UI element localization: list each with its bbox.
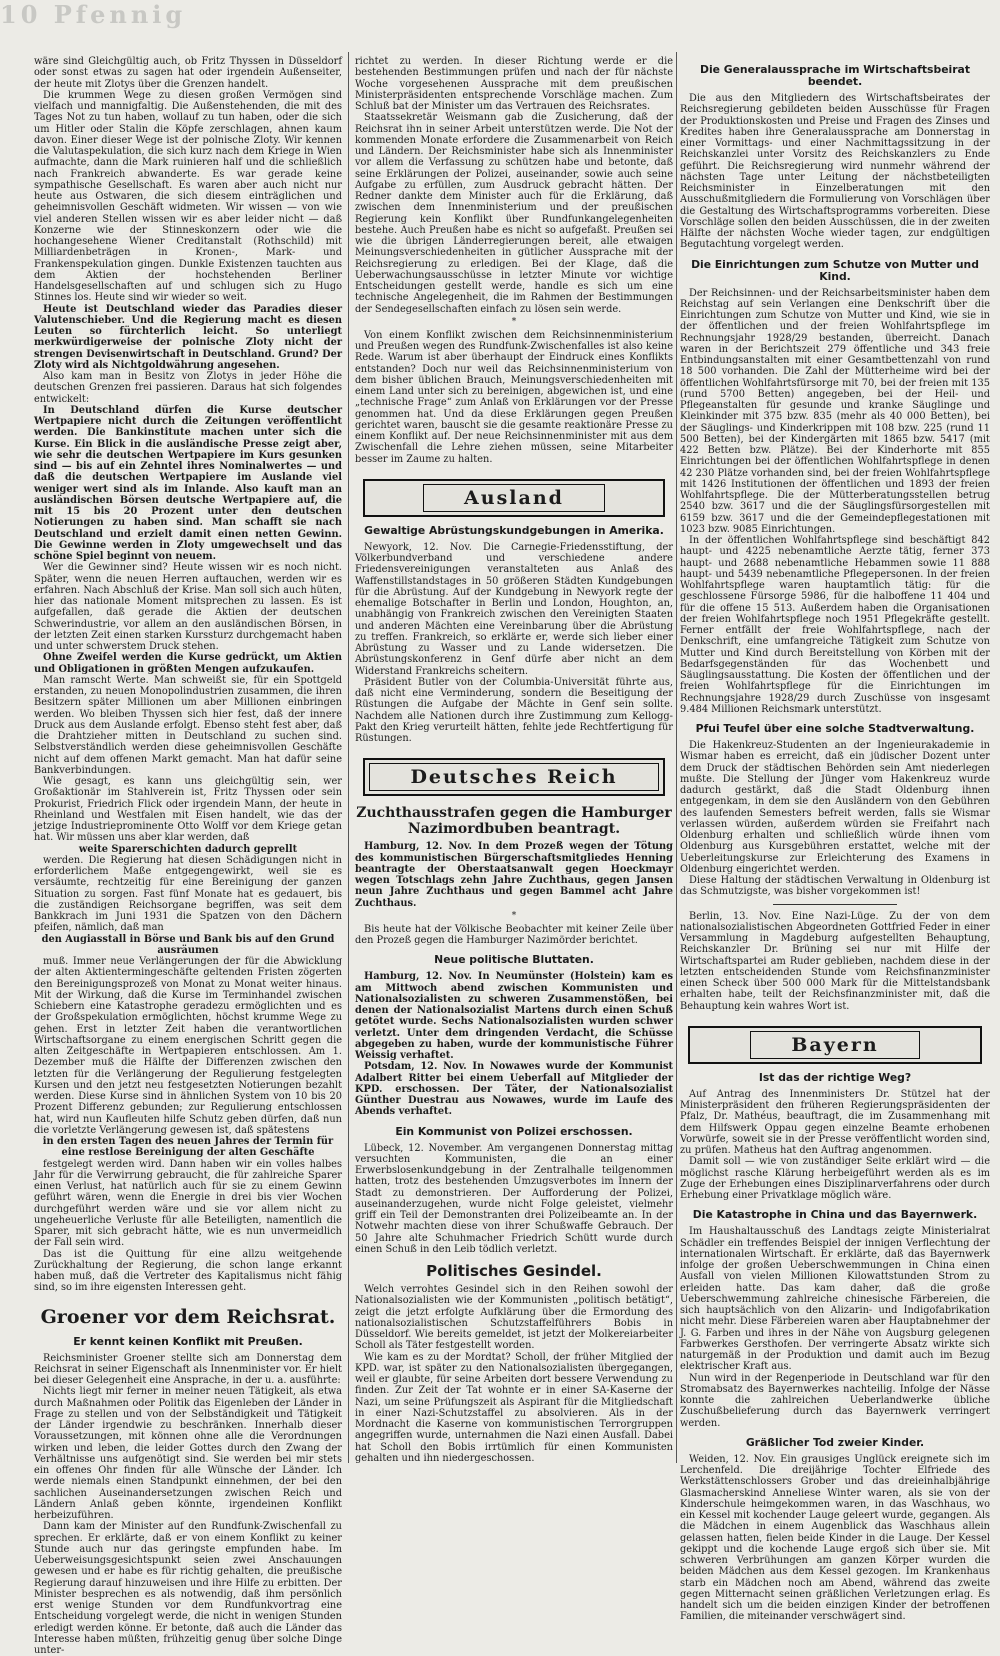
- article-paragraph: Der Reichsinnen- und der Reichsarbeitsminister haben dem Reichstag auf sein Verlangen eine Denkschrift über die Einrichtungen zum Schutze von Mutter und Kind, wie sie in der öffentlichen und der freien Wohlfahrtspflege im Rechnungsjahr 1928/29 bestanden, überreicht. Danach waren in der Berichtszeit 279 öffentliche und 343 freie Entbindungsanstalten mit einer Gesamtbettenzahl von rund 18 500 vorhanden. Die Zahl der Mütterheime wird bei der öffentlichen Wohlfahrtsfürsorge mit 70, bei der freien mit 135 (rund 5700 Betten) angegeben, bei der Heil- und Pflegeanstalten für gesunde und kranke Säuglinge und Kleinkinder mit 375 bzw. 835 (mehr als 40 000 Betten), bei der Säuglings- und Kinderkrippen mit 108 bzw. 225 (rund 11 500 Betten), bei der Kindergärten mit 1865 bzw. 5417 (mit 422 Betten bzw. Plätze). Bei der Kinderhorte mit 855 Einrichtungen bei der öffentlichen Wohlfahrtspflege in denen 42 230 Plätze vorhanden sind, bei der freien Wohlfahrtspflege mit 1426 Institutionen der öffentlichen und 1893 der freien Wohlfahrtspflege. Die der Mütterberatungsstellen betrug 2540 bzw. 3617 und die der Säuglingsfürsorgestellen mit 6159 bzw. 3617 und die der Gemeindepflegestationen mit 1023 bzw. 9085 Einrichtungen.: [680, 287, 990, 535]
- subheadline: Gräßlicher Tod zweier Kinder.: [745, 1435, 925, 1449]
- subheadline: Gewaltige Abrüstungskundgebungen in Amerika.: [364, 523, 664, 537]
- column-rule: [348, 52, 349, 1463]
- section-banner-label: Bayern: [750, 1031, 919, 1059]
- section-divider-asterisk: *: [511, 910, 517, 921]
- headline: Zuchthausstrafen gegen die Hamburger Nazimordbuben beantragt.: [356, 805, 672, 838]
- section-banner: [363, 479, 665, 517]
- subheadline: Er kennt keinen Konflikt mit Preußen.: [73, 1334, 303, 1348]
- article-paragraph: Hamburg, 12. Nov. In dem Prozeß wegen der Tötung des kommunistischen Bürgerschaftsmitgliedes Henning beantragte der Oberstaatsanwalt gegen Hoeckmayr wegen Totschlags zehn Jahre Zuchthaus, gegen Jansen neun Jahre Zuchthaus und gegen Bammel acht Jahre Zuchthaus.: [355, 841, 673, 909]
- article-paragraph: Newyork, 12. Nov. Die Carnegie-Friedensstiftung, der Völkerbundverband und verschiedene andere Friedensvereinigungen veranstalteten aus Anlaß des Waffenstillstandstages in 50 größeren Städten Kundgebungen für die Abrüstung. Auf der Kundgebung in Newyork regte der ehemalige Botschafter in Berlin und London, Houghton, an, unabhängig von Frankreich zwischen den Vereinigten Staaten und anderen Mächten eine Vereinbarung über die Abrüstung zu treffen. Frankreich, so erklärte er, werde sich lieber einer Abrüstung zu Wasser und zu Lande widersetzen. Die Abrüstungskonferenz in Genf dürfe aber nicht an dem Widerstand Frankreichs scheitern.: [355, 541, 673, 677]
- article-paragraph: Heute ist Deutschland wieder das Paradies dieser Valutenschieber. Und die Regierung macht es diesen Leuten so fürchterlich leicht. So unterliegt merkwürdigerweise der polnische Zloty nicht der strengen Devisenwirtschaft in Deutschland. Grund? Der Zloty wird als Nichtgoldwährung angesehen.: [34, 303, 342, 371]
- masthead: 10 Pfennig: [0, 0, 187, 29]
- headline: Groener vor dem Reichsrat.: [40, 1305, 336, 1328]
- article-paragraph: Man ramscht Werte. Man schweißt sie, für ein Spottgeld erstanden, zu neuen Monopolindustrien zusammen, die ihren Besitzern später Millionen um aber Millionen einbringen werden. Wo bleiben Thyssen sich hier fest, daß der innere Druck aus dem Auslande erfolgt. Ebenso steht fest aber, daß die Drahtzieher mitten in Deutschland zu suchen sind. Selbstverständlich werden diese geheimnisvollen Geschäfte nicht auf dem offenen Markt gemacht. Man hat dafür seine Bankverbindungen.: [34, 674, 342, 776]
- article-paragraph: richtet zu werden. In dieser Richtung werde er die bestehenden Bestimmungen prüfen und nach der für nächste Woche vorgesehenen Aussprache mit dem preußischen Ministerpräsidenten entsprechende Vorschläge machen. Zum Schluß bat der Minister um das Vertrauen des Reichsrates.: [355, 56, 673, 112]
- article-paragraph: den Augiasstall in Börse und Bank bis auf den Grund ausräumen: [41, 933, 335, 956]
- subheadline: Politisches Gesindel.: [426, 1262, 602, 1280]
- article-paragraph: Bis heute hat der Völkische Beobachter mit keiner Zeile über den Prozeß gegen die Hamburger Nazimörder berichtet.: [355, 923, 673, 946]
- article-paragraph: Staatssekretär Weismann gab die Zusicherung, daß der Reichsrat ihn in seiner Arbeit unterstützen werde. Die Not der kommenden Monate erfordere die Zusammenarbeit von Reich und Ländern. Der Reichsminister habe sich als Innenminister vor allem die Verfassung zu schützen habe und betonte, daß seine Erklärungen der Polizei, auseinander, sowie auch seine Aufgabe zu erfüllen, zum Ausdruck gebracht hätten. Der Redner dankte dem Minister auch für die Erklärung, daß zwischen dem Innenministerium und der preußischen Regierung kein Konflikt über Rundfunkangelegenheiten bestehe. Auch Preußen habe es nicht so aufgefaßt. Preußen sei wie die übrigen Länderregierungen bereit, alle etwaigen Meinungsverschiedenheiten in gütlicher Aussprache mit der Reichsregierung zu erledigen. Bei der Klage, daß die Ueberwachungsausschüsse in letzter Minute vor wichtige Entscheidungen gestellt werde, handle es sich um eine technische Angelegenheit, die im Rahmen der Bestimmungen der Sendegesellschaften einfach zu lösen sein werde.: [355, 112, 673, 315]
- column-middle: [355, 56, 673, 1465]
- article-paragraph: In der öffentlichen Wohlfahrtspflege sind beschäftigt 842 haupt- und 4225 nebenamtliche Aerzte tätig, ferner 373 haupt- und 2688 nebenamtliche Hebammen sowie 11 888 haupt- und 5439 nebenamtliche Pflegepersonen. In der freien Wohlfahrtspflege waren hauptamtlich tätig: für die geschlossene Fürsorge 5986, für die halboffene 11 404 und für die offene 15 513. Außerdem haben die Organisationen der freien Wohlfahrtspflege noch 1951 Pflegekräfte gestellt. Ferner entfällt der freie Wohlfahrtspflege, nach der Denkschrift, eine umfangreiche Tätigkeit zum Schutze von Mutter und Kind durch Bereitstellung von Körben mit der Bedarfsgegenständen für das Wochenbett und Säuglingsausstattung. Die Kosten der öffentlichen und der freien Wohlfahrtspflege für die Einrichtungen im Rechnungsjahre 1928/29 durch Zuschüsse von insgesamt 9.484 Millionen Reichsmark unterstützt.: [680, 535, 990, 715]
- subheadline: Ist das der richtige Weg?: [758, 1070, 912, 1084]
- subheadline: Die Katastrophe in China und das Bayernwerk.: [692, 1208, 978, 1222]
- article-paragraph: werden. Die Regierung hat diesen Schädigungen nicht in erforderlichem Maße entgegengewirkt, weil sie es versäumte, rechtzeitig für eine Bereinigung der ganzen Situation zu sorgen. Fast fünf Monate hat es gedauert, bis die zuständigen Reichsorgane begriffen, was seit dem Bankkrach im Juni 1931 die Spatzen von den Dächern pfeifen, nämlich, daß man: [34, 854, 342, 934]
- article-paragraph: wäre sind Gleichgültig auch, ob Fritz Thyssen in Düsseldorf oder sonst etwas zu sagen hat oder irgendein Außenseiter, der heute mit Zlotys über die Grenzen handelt.: [34, 56, 342, 90]
- article-paragraph: Ohne Zweifel werden die Kurse gedrückt, um Aktien und Obligationen in größten Mengen aufzukaufen.: [34, 652, 342, 675]
- article-paragraph: Wer die Gewinner sind? Heute wissen wir es noch nicht. Später, wenn die neuen Herren auftauchen, werden wir es erfahren. Nach Abschluß der Krise. Man soll sich auch hüten, hier das nationale Moment mitsprechen zu lassen. Es ist aufgefallen, daß gerade die Aktien der deutschen Schwerindustrie, vor allem an den ausländischen Börsen, in der letzten Zeit einen starken Kurssturz durchgemacht haben und unter schwerstem Druck stehen.: [34, 562, 342, 652]
- article-paragraph: Die Hakenkreuz-Studenten an der Ingenieurakademie in Wismar haben es erreicht, daß ein jüdischer Dozent unter dem Druck der städtischen Behörden sein Amt niederlegen mußte. Die Stellung der Jünger vom Hakenkreuz wurde dadurch gestärkt, daß die Stadt Oldenburg ihnen entgegenkam, in dem sie den Ausländern von den Gebühren des laufenden Semesters befreit werden, falls sie Wismar verlassen würden, außerdem würden sie Freifahrt nach Oldenburg erhalten und schließlich würde ihnen vom Oldenburg aus Kursgebühren erstattet, welche mit der Ueberleitungskurse zur Erleichterung des Examens in Oldenburg eingerichtet werden.: [680, 740, 990, 875]
- article-paragraph: Die aus den Mitgliedern des Wirtschaftsbeirates der Reichsregierung gebildeten beiden Ausschüsse für Fragen der Produktionskosten und Preise und Fragen des Zinses und Kredites haben ihre Generalaussprache am Donnerstag in einer Vormittags- und einer Nachmittagssitzung in der Reichskanzlei unter Vorsitz des Reichskanzlers zu Ende geführt. Die Reichsregierung wird nunmehr während der nächsten Tage unter Leitung der nächstbeteiligten Reichsminister in Einzelberatungen mit den Ausschußmitgliedern die Formulierung von Vorschlägen über die Gestaltung des Wirtschaftsprogramms vorbereiten. Diese Vorschläge sollen den beiden Ausschüssen, die in der zweiten Hälfte der nächsten Woche wieder tagen, zur endgültigen Begutachtung vorgelegt werden.: [680, 93, 990, 251]
- section-banner-label: Ausland: [423, 484, 605, 512]
- column-right: [680, 56, 990, 1623]
- article-paragraph: Nichts liegt mir ferner in meiner neuen Tätigkeit, als etwa durch Maßnahmen oder Politik das Eigenleben der Länder in Frage zu stellen und von der Selbständigkeit und Tätigkeit der Länder irgendwie zu beschränken. Innerhalb dieser Voraussetzungen, mit können ohne alle die Verordnungen wirken und leben, die leider Gottes durch den Zwang der Verhältnisse uns aufgenötigt sind. Sie werden bei mir stets ein offenes Ohr finden für alle Wünsche der Länder. Ich werde niemals einen Standpunkt einnehmen, der bei den sachlichen Auseinandersetzungen zwischen Reich und Ländern Anlaß geben könnte, irgendeinen Konflikt herbeizuführen.: [34, 1386, 342, 1521]
- article-paragraph: in den ersten Tagen des neuen Jahres der Termin für eine restlose Bereinigung der alten Geschäfte: [42, 1136, 334, 1159]
- article-paragraph: Wie gesagt, es kann uns gleichgültig sein, wer Großaktionär im Stahlverein ist, Fritz Thyssen oder sein Prokurist, Friedrich Flick oder irgendein Mann, der heute in Rheinland und Westfalen mit Eisen handelt, wie das der jetzige Industrieprominente Otto Wolff vor dem Kriege getan hat. Wir müssen uns aber klar werden, daß: [34, 776, 342, 844]
- article-paragraph: Reichsminister Groener stellte sich am Donnerstag dem Reichsrat in seiner Eigenschaft als Innenminister vor. Er hielt bei dieser Gelegenheit eine Ansprache, in der u. a. ausführte:: [34, 1352, 342, 1386]
- article-paragraph: muß. Immer neue Verlängerungen der für die Abwicklung der alten Aktientermingeschäfte geltenden Fristen zögerten den Bereinigungsprozeß von Monat zu Monat weiter hinaus. Mit der Wirkung, daß die Kurse im Terminhandel zwischen Schiebern eine Katastrophe geradezu ermöglichten und es der Großspekulation ermöglichten, höchst krumme Wege zu gehen. Erst in letzter Zeit haben die verantwortlichen Wirtschaftsorgane zu einem energischen Schritt gegen die alten Zeitgeschäfte in Wertpapieren entschlossen. Am 1. Dezember muß die Hälfte der Differenzen zwischen den letzten für die Verlängerung der Regulierung festgelegten Kursen und den jetzt neu festgesetzten Notierungen bezahlt werden. Diese Kurse sind in ähnlichen System von 10 bis 20 Prozent Differenz gebunden; zur Regulierung entschlossen hat, wird nun Kaufleuten hilfe Schutz geben dürfen, daß nun die vorletzte Verlängerung gewesen ist, daß spätestens: [34, 956, 342, 1136]
- subheadline: Pfui Teufel über eine solche Stadtverwaltung.: [695, 722, 975, 735]
- article-paragraph: Dann kam der Minister auf den Rundfunk-Zwischenfall zu sprechen. Er erklärte, daß er von einem Konflikt zu keiner Stunde auch nur das geringste empfunden habe. Im Ueberweisungsgesichtspunkt seien zwei Anschauungen gewesen und er habe es für richtig gehalten, die preußische Regierung darauf hinzuweisen und ihre Hilfe zu erbitten. Der Minister besprechen es als notwendig, daß ihm persönlich erst wenige Stunden vor dem Rundfunkvortrag eine Entscheidung vorgelegt werde, die nicht in wenigen Stunden erledigt werden könne. Er betonte, daß auch die Länder das Interesse haben müßten, frühzeitig genug über solche Dinge unter-: [34, 1521, 342, 1656]
- subheadline: Die Generalaussprache im Wirtschaftsbeirat beendet.: [700, 63, 970, 88]
- column-left: [34, 56, 342, 1656]
- article-paragraph: festgelegt werden wird. Dann haben wir ein volles halbes Jahr für die Verwirrung gebraucht, die für zahlreiche Sparer einen Verlust, hat natürlich auch für sie zu einem Gewinn geführt wären, wenn die Energie in drei bis vier Wochen durchgeführt werden wäre und sie vor allem nicht zu ungeheuerliche Verluste für alle Beteiligten, namentlich die Sparer, mit sich gebracht hätte, wie es nun unvermeidlich der Fall sein wird.: [34, 1158, 342, 1249]
- article-paragraph: Auf Antrag des Innenministers Dr. Stützel hat der Ministerpräsident den früheren Regierungspräsidenten der Pfalz, Dr. Mathéus, beauftragt, die im Zusammenhang mit dem Hilfswerk Oppau gegen einzelne Beamte erhobenen Vorwürfe, soweit sie in der Presse veröffentlicht worden sind, zu prüfen. Matheus hat den Auftrag angenommen.: [680, 1088, 990, 1156]
- article-paragraph: Welch verrohtes Gesindel sich in den Reihen sowohl der Nationalsozialisten wie der Kommunisten „politisch betätigt“, zeigt die jetzt erfolgte Aufklärung über die Ermordung des nationalsozialistischen Schutzstaffelführers Bobis in Düsseldorf. Wie bereits gemeldet, ist jetzt der Molkereiarbeiter Scholl als Täter festgestellt worden.: [355, 1284, 673, 1352]
- article-paragraph: Also kam man in Besitz von Zlotys in jeder Höhe die deutschen Grenzen frei passieren. Daraus hat sich folgendes entwickelt:: [34, 371, 342, 405]
- divider-line: [773, 904, 897, 905]
- article-paragraph: Diese Haltung der städtischen Verwaltung in Oldenburg ist das Schmutzigste, was bisher vorgekommen ist!: [680, 875, 990, 898]
- article-paragraph: weite Sparerschichten dadurch geprellt: [78, 843, 298, 855]
- article-paragraph: Berlin, 13. Nov. Eine Nazi-Lüge. Zu der von dem nationalsozialistischen Abgeordneten Gottfried Feder in einer Versammlung in Magdeburg aufgestellten Behauptung, Reichskanzler Dr. Brüning sei nur mit Hilfe der Wirtschaftspartei am Ruder geblieben, nachdem diese in der letzten entscheidenden Stunde vom Reichsfinanzminister einen Scheck über 500 000 Mark für die Mittelstandsbank erhalten habe, teilt der Reichsfinanzminister mit, daß die Behauptung kein wahres Wort ist.: [680, 910, 990, 1012]
- column-rule: [676, 52, 677, 1463]
- article-paragraph: Im Haushaltausschuß des Landtags zeigte Ministerialrat Schädler ein treffendes Beispiel der innigen Verflechtung der internationalen Wirtschaft. Er erklärte, daß das Bayernwerk infolge der großen Ueberschwemmungen in China einen Ausfall von vielen Millionen Kilowattstunden Strom zu erleiden hatte. Das kam daher, daß die große Ueberschwemmung zahlreiche chinesische Färbereien, die sich hauptsächlich von den Alizarin- und Indigofabrikation nicht mehr. Diese Färbereien waren aber Hauptabnehmer der J. G. Farben und ihres in der Nähe von Augsburg gelegenen Farbwerkes Gersthofen. Der verringerte Absatz wirkte sich naturgemäß in der Produktion und damit auch im Bezug elektrischer Kraft aus.: [680, 1226, 990, 1373]
- article-paragraph: Lübeck, 12. November. Am vergangenen Donnerstag mittag versuchten Kommunisten, die an einer Erwerbslosenkundgebung in der Zentralhalle teilgenommen hatten, trotz des bestehenden Umzugsverbotes im Innern der Stadt zu demonstrieren. Der Aufforderung der Polizei, auseinanderzugehen, wurde nicht Folge geleistet, vielmehr griff ein Teil der Demonstranten drei Polizeibeamte an. In der Notwehr machten diese von ihrer Schußwaffe Gebrauch. Der 50 Jahre alte Schuhmacher Friedrich Schütt wurde durch einen Schuß in den Leib tödlich verletzt.: [355, 1142, 673, 1255]
- subheadline: Die Einrichtungen zum Schutze von Mutter und Kind.: [691, 257, 979, 283]
- section-banner: [363, 758, 665, 796]
- subheadline: Neue politische Bluttaten.: [434, 953, 594, 967]
- article-paragraph: Nun wird in der Regenperiode in Deutschland war für den Stromabsatz des Bayernwerkes nachteilig. Infolge der Nässe konnte die zahlreichen Ueberlandwerke übliche Zuschußbelieferung durch das Bayernwerk verringert werden.: [680, 1372, 990, 1429]
- section-banner: [688, 1026, 982, 1064]
- article-paragraph: Weiden, 12. Nov. Ein grausiges Unglück ereignete sich im Lerchenfeld. Die dreijährige Tochter Elfriede des Werkstättenschlossers Grober und das dreieinhalbjährige Glasmacherskind Anneliese Winter waren, als sie von der Kinderschule heimgekommen waren, in das Waschhaus, wo ein Kessel mit kochender Lauge geleert wurde, gegangen. Als die Mädchen in einem Augenblick das Waschhaus allein gelassen hatten, fielen beide Kinder in die Lauge. Der Kessel gekippt und die kochende Lauge ergoß sich über sie. Mit schweren Verbrühungen am ganzen Körper wurden die beiden Mädchen aus dem Kessel gezogen. Im Krankenhaus starb ein Mädchen noch am Abend, während das zweite gegen Mitternacht seinen gräßlichen Verletzungen erlag. Es handelt sich um die beiden einzigen Kinder der betroffenen Familien, die miteinander verschwägert sind.: [680, 1453, 990, 1623]
- article-paragraph: Wie kam es zu der Mordtat? Scholl, der früher Mitglied der KPD. war, ist später zu den Nationalsozialisten übergegangen, weil er glaubte, für seine Arbeiten dort bessere Verwendung zu finden. Zur Zeit der Tat wohnte er in einer SA-Kaserne der Nazi, um seine Prüfungszeit als Aspirant für die Mitgliedschaft in einer Nazi-Schutzstaffel zu absolvieren. Als in der Mordnacht die Kaserne von kommunistischen Terrorgruppen angegriffen wurde, unternahmen die Nazi einen Ausfall. Dabei hat Scholl den Bobis irrtümlich für einen Kommunisten gehalten und ihn niedergeschossen.: [355, 1351, 673, 1464]
- article-paragraph: Potsdam, 12. Nov. In Nowawes wurde der Kommunist Adalbert Ritter bei einem Ueberfall auf Mitglieder der KPD. erschossen. Der Täter, der Nationalsozialist Günther Duestrau aus Nowawes, wurde im Laufe des Abends verhaftet.: [355, 1061, 673, 1118]
- article-paragraph: Damit soll — wie von zuständiger Seite erklärt wird — die möglichst rasche Klärung herbeigeführt werden als es im Zuge der Erhebungen eines Disziplinarverfahrens oder durch Erhebung einer Privatklage möglich wäre.: [680, 1156, 990, 1201]
- article-paragraph: Das ist die Quittung für eine allzu weitgehende Zurückhaltung der Regierung, die schon lange erkannt haben muß, daß die Vertreter des Kapitalismus nicht fähig sind, so im ihre eigensten Interessen geht.: [34, 1248, 342, 1294]
- subheadline: Ein Kommunist von Polizei erschossen.: [395, 1124, 633, 1138]
- article-paragraph: In Deutschland dürfen die Kurse deutscher Wertpapiere nicht durch die Zeitungen veröffentlicht werden. Die Bankinstitute machen unter sich die Kurse. Ein Blick in die ausländische Presse zeigt aber, wie sehr die deutschen Wertpapiere im Kurs gesunken sind — bis auf ein Zehntel ihres Nominalwertes — und daß die deutschen Wertpapiere im Auslande viel weniger wert sind als im Inlande. Also kauft man an ausländischen Börsen deutsche Wertpapiere auf, die mit 15 bis 20 Prozent unter den deutschen Notierungen zu haben sind. Man schafft sie nach Deutschland und erzielt damit einen netten Gewinn. Die Gewinne werden in Zloty umgewechselt und das schöne Spiel beginnt von neuem.: [34, 404, 342, 562]
- article-paragraph: Präsident Butler von der Columbia-Universität führte aus, daß nicht eine Verminderung, sondern die Beseitigung der Rüstungen die Aufgabe der Mächte in Genf sein sollte. Nachdem alle Nationen durch ihre Zustimmung zum Kellogg-Pakt den Krieg verurteilt hätten, fehlte jede Rechtfertigung für Rüstungen.: [355, 676, 673, 744]
- article-paragraph: Von einem Konflikt zwischen dem Reichsinnenministerium und Preußen wegen des Rundfunk-Zwischenfalles ist also keine Rede. Warum ist aber überhaupt der Eindruck eines Konflikts entstanden? Doch nur weil das Reichsinnenministerium von dem bisher üblichen Brauch, Meinungsverschiedenheiten mit einem Land unter sich zu bereinigen, abgewichen ist, und eine „technische Frage“ zum Anlaß von Erklärungen vor der Presse genommen hat. Und da diese Erklärungen gegen Preußen gerichtet waren, bauscht sie die gesamte reaktionäre Presse zu einem Konflikt auf. Der neue Reichsinnenminister mit aus dem Zwischenfall die Lehre ziehen müssen, seine Mitarbeiter besser im Zaume zu halten.: [355, 329, 673, 465]
- article-paragraph: Die krummen Wege zu diesen großen Vermögen sind vielfach und mannigfaltig. Die Außenstehenden, die mit des Tages Not zu tun haben, wollauf zu tun haben, oder die sich um Hitler oder Stalin die Köpfe zerschlagen, ahnen kaum davon. Einer dieser Wege ist der polnische Zloty. Wir kennen die Valutaspekulation, die sich kurz nach dem Kriege in Wien aufmachte, dann die Mark ruinieren half und die schließlich nach Frankreich abwanderte. Es war gerade keine sympathische Gesellschaft. Es waren aber auch nicht nur heute aus Ostwaren, die sich diesem einträglichen und geheimnisvollen Geschäft widmeten. Wir wissen — von wie viel anderen Stellen wissen wir es aber leider nicht — daß Konzerne wie der Stinneskonzern oder wie die hochangesehene Wiener Creditanstalt (Rothschild) mit Milliardenbeträgen in Kronen-, Mark- und Frankenspekulation gingen. Dunkle Existenzen tauchten aus dem Aktien der hochstehenden Berliner Handelsgesellschaften auf und schlugen sich zu Hugo Stinnes los. Heute sind wir wieder so weit.: [34, 89, 342, 304]
- section-banner-label: Deutsches Reich: [369, 763, 658, 791]
- article-paragraph: Hamburg, 12. Nov. In Neumünster (Holstein) kam es am Mittwoch abend zwischen Kommunisten und Nationalsozialisten zu schweren Zusammenstößen, bei denen der Nationalsozialist Martens durch einen Schuß getötet wurde. Sechs Nationalsozialisten wurden schwer verletzt. Unter dem dringenden Verdacht, die Schüsse abgegeben zu haben, wurde der kommunistische Führer Weissig verhaftet.: [355, 971, 673, 1061]
- section-divider-asterisk: *: [511, 316, 517, 327]
